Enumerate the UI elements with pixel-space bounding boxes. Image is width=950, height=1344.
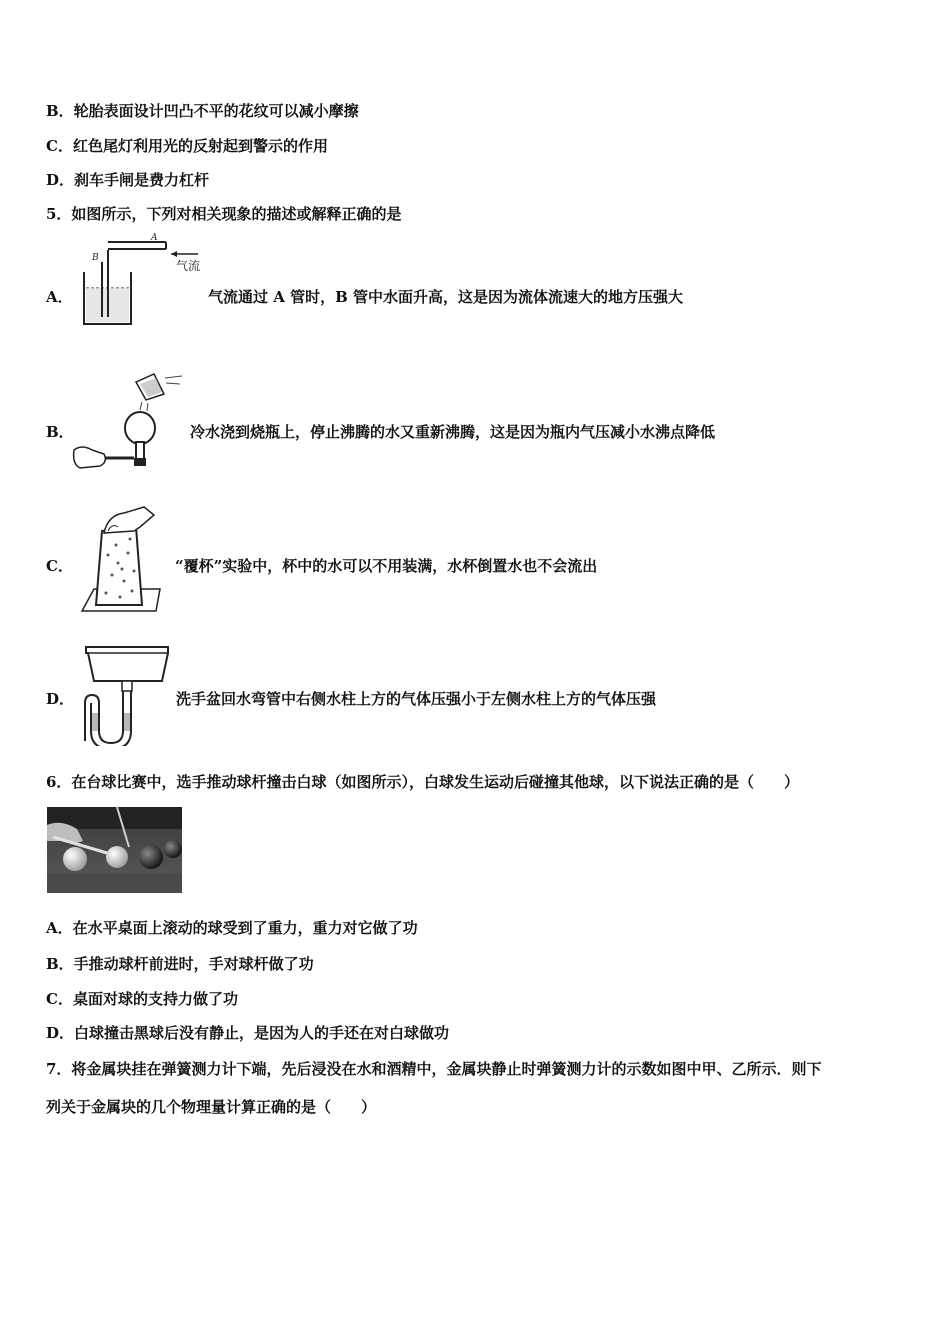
label-a: A <box>151 233 158 243</box>
q5-figure-c <box>78 505 168 615</box>
q6-option-b: B．手推动球杆前进时，手对球杆做了功 <box>46 955 314 973</box>
q7-stem-line1: 7．将金属块挂在弹簧测力计下端，先后浸没在水和酒精中，金属块静止时弹簧测力计的示数如图中甲、乙所示．则下 <box>46 1060 822 1078</box>
q5-option-b-label: B． <box>46 423 74 441</box>
q4-option-b: B．轮胎表面设计凹凸不平的花纹可以减小摩擦 <box>46 102 359 120</box>
q5-option-a-label: A． <box>46 288 73 306</box>
label-b: B <box>92 253 99 263</box>
q4-option-d: D．刹车手闸是费力杠杆 <box>46 171 210 189</box>
q5-stem: 5．如图所示，下列对相关现象的描述或解释正确的是 <box>46 205 402 223</box>
q6-option-d: D．白球撞击黑球后没有静止，是因为人的手还在对白球做功 <box>46 1024 450 1042</box>
q5-option-a-text: 气流通过 A 管时，B 管中水面升高，这是因为流体流速大的地方压强大 <box>208 288 683 306</box>
q5-figure-d <box>76 641 176 746</box>
q5-option-d-text: 洗手盆回水弯管中右侧水柱上方的气体压强小于左侧水柱上方的气体压强 <box>176 690 657 708</box>
q6-stem: 6．在台球比赛中，选手推动球杆撞击白球（如图所示），白球发生运动后碰撞其他球，以下说法正确的是（ ） <box>46 773 799 791</box>
q5-option-c-text: “覆杯”实验中，杯中的水可以不用装满，水杯倒置水也不会流出 <box>175 557 598 575</box>
q6-billiards-photo <box>47 807 182 893</box>
q4-option-c: C．红色尾灯利用光的反射起到警示的作用 <box>46 137 328 155</box>
q5-option-b-text: 冷水浇到烧瓶上，停止沸腾的水又重新沸腾，这是因为瓶内气压减小水沸点降低 <box>190 423 716 441</box>
q5-figure-b <box>70 370 190 475</box>
q6-option-c: C．桌面对球的支持力做了功 <box>46 990 238 1008</box>
q5-figure-a <box>76 232 211 332</box>
label-airflow: 气流 <box>176 259 201 273</box>
q5-option-c-label: C． <box>46 557 73 575</box>
q6-option-a: A．在水平桌面上滚动的球受到了重力，重力对它做了功 <box>46 919 418 937</box>
q5-option-d-label: D． <box>46 690 75 708</box>
q7-stem-line2: 列关于金属块的几个物理量计算正确的是（ ） <box>46 1098 377 1116</box>
